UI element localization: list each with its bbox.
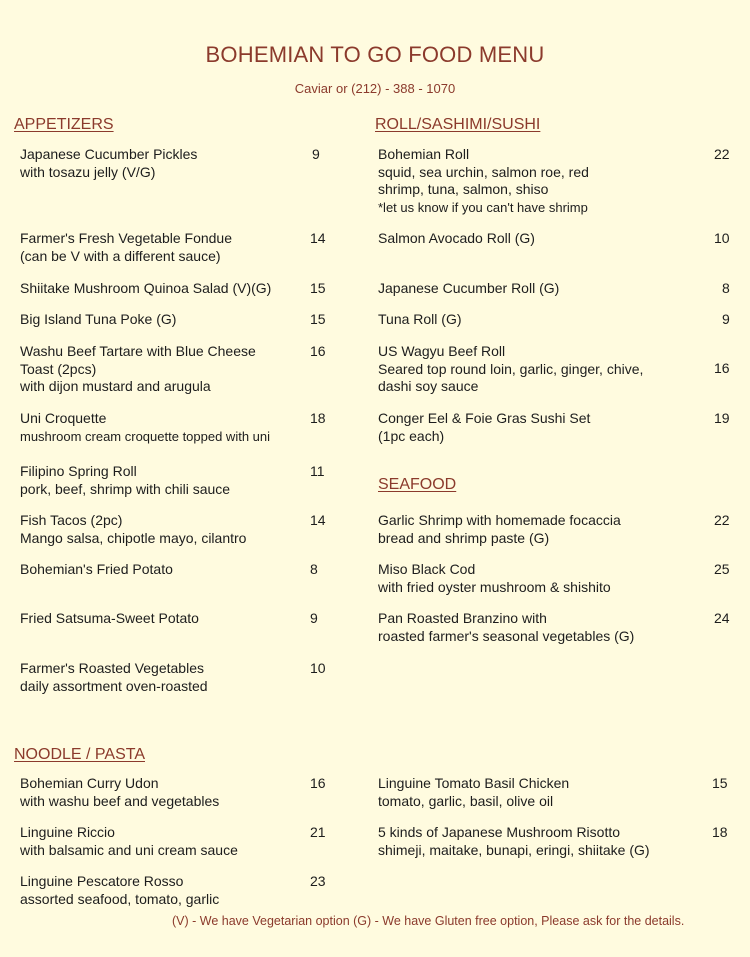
menu-item xyxy=(378,824,688,859)
item-price: 11 xyxy=(310,463,325,479)
footer-note: (V) - We have Vegetarian option (G) - We have Gluten free option, Please ask for the details. xyxy=(172,914,685,928)
item-name: US Wagyu Beef Roll xyxy=(378,343,506,359)
item-desc: with tosazu jelly (V/G) xyxy=(20,163,156,180)
item-desc: tomato, garlic, basil, olive oil xyxy=(378,792,554,809)
item-desc: Seared top round loin, garlic, ginger, chive, dashi soy sauce xyxy=(378,360,644,394)
item-desc: squid, sea urchin, salmon roe, red shrimp, tuna, salmon, shiso xyxy=(378,163,589,197)
item-name: Miso Black Cod xyxy=(378,561,476,577)
menu-item xyxy=(20,512,300,547)
item-price: 16 xyxy=(714,360,730,376)
item-name: Bohemian Roll xyxy=(378,146,470,162)
section-heading-appetizers: APPETIZERS xyxy=(14,116,114,133)
item-name: Linguine Riccio xyxy=(20,824,115,840)
item-price: 16 xyxy=(310,343,326,359)
item-price: 18 xyxy=(310,410,326,426)
item-price: 15 xyxy=(310,311,326,327)
menu-item xyxy=(20,463,300,498)
item-desc: roasted farmer's seasonal vegetables (G) xyxy=(378,627,635,644)
item-price: 15 xyxy=(310,280,326,296)
item-name-suffix: with homemade focaccia xyxy=(462,512,621,528)
item-price: 21 xyxy=(310,824,326,840)
item-name-line xyxy=(378,610,678,628)
menu-item xyxy=(20,410,305,445)
menu-item xyxy=(20,561,300,579)
item-price: 25 xyxy=(714,561,730,577)
menu-item xyxy=(20,146,300,181)
item-desc: shimeji, maitake, bunapi, eringi, shiitake (G) xyxy=(378,841,650,858)
item-name: Tuna Roll (G) xyxy=(378,311,462,327)
menu-item xyxy=(378,280,678,298)
item-name: Japanese Cucumber Roll (G) xyxy=(378,280,560,296)
item-name: Fried Satsuma-Sweet Potato xyxy=(20,610,199,626)
item-desc: with washu beef and vegetables xyxy=(20,792,220,809)
menu-item xyxy=(20,610,300,628)
contact-line: Caviar or (212) - 388 - 1070 xyxy=(294,81,456,96)
item-desc: (1pc each) xyxy=(378,427,445,444)
item-desc: Mango salsa, chipotle mayo, cilantro xyxy=(20,529,247,546)
section-heading-seafood: SEAFOOD xyxy=(378,476,457,493)
menu-item xyxy=(20,660,300,695)
menu-title: BOHEMIAN TO GO FOOD MENU xyxy=(205,42,545,67)
item-price: 9 xyxy=(312,146,320,162)
menu-item xyxy=(20,873,300,908)
item-desc: daily assortment oven-roasted xyxy=(20,677,208,694)
menu-item xyxy=(378,410,678,445)
item-price: 24 xyxy=(714,610,730,626)
item-name: Shiitake Mushroom Quinoa Salad (V)(G) xyxy=(20,280,272,296)
item-price: 9 xyxy=(310,610,318,626)
item-desc: assorted seafood, tomato, garlic xyxy=(20,890,220,907)
item-name: Filipino Spring Roll xyxy=(20,463,137,479)
item-name: Big Island Tuna Poke (G) xyxy=(20,311,177,327)
item-name: Farmer's Roasted Vegetables xyxy=(20,660,204,676)
menu-item xyxy=(20,311,300,329)
section-heading-rolls: ROLL/SASHIMI/SUSHI xyxy=(375,116,541,133)
item-price: 10 xyxy=(714,230,730,246)
menu-item xyxy=(20,824,300,859)
item-desc: mushroom cream croquette topped with uni xyxy=(20,428,271,444)
item-name: Fish Tacos (2pc) xyxy=(20,512,123,528)
section-heading-noodle: NOODLE / PASTA xyxy=(14,746,145,763)
item-desc: with fried oyster mushroom & shishito xyxy=(378,578,611,595)
item-name: Salmon Avocado Roll (G) xyxy=(378,230,535,246)
item-name: Farmer's Fresh Vegetable Fondue xyxy=(20,230,233,246)
item-name: Pan Roasted Branzino xyxy=(378,610,519,626)
menu-item xyxy=(378,311,678,329)
item-name: Bohemian Curry Udon xyxy=(20,775,159,791)
item-price: 8 xyxy=(722,280,730,296)
item-name: Uni Croquette xyxy=(20,410,107,426)
item-price: 22 xyxy=(714,146,730,162)
item-name: Bohemian's Fried Potato xyxy=(20,561,173,577)
item-price: 18 xyxy=(712,824,728,840)
item-name: 5 kinds of Japanese Mushroom Risotto xyxy=(378,824,621,840)
item-price: 15 xyxy=(712,775,728,791)
item-name-line xyxy=(378,512,678,530)
item-price: 23 xyxy=(310,873,326,889)
item-price: 14 xyxy=(310,512,326,528)
item-name: Conger Eel & Foie Gras Sushi Set xyxy=(378,410,591,426)
item-name: Washu Beef Tartare with Blue Cheese Toast (2pcs) xyxy=(20,343,256,377)
item-price: 19 xyxy=(714,410,730,426)
item-name: Linguine Pescatore Rosso xyxy=(20,873,184,889)
item-name: Linguine Tomato Basil Chicken xyxy=(378,775,570,791)
menu-item xyxy=(378,610,678,645)
item-price: 22 xyxy=(714,512,730,528)
item-price: 8 xyxy=(310,561,318,577)
item-price: 9 xyxy=(722,311,730,327)
item-name-suffix: with xyxy=(518,610,547,626)
item-name: Garlic Shrimp xyxy=(378,512,463,528)
item-price: 14 xyxy=(310,230,326,246)
item-desc: bread and shrimp paste (G) xyxy=(378,529,550,546)
menu-item xyxy=(20,343,290,396)
menu-item xyxy=(378,775,678,810)
menu-item xyxy=(378,230,678,248)
menu-item xyxy=(378,512,678,547)
item-name: Japanese Cucumber Pickles xyxy=(20,146,198,162)
menu-item xyxy=(378,561,678,596)
item-desc: (can be V with a different sauce) xyxy=(20,247,221,264)
item-desc: with dijon mustard and arugula xyxy=(20,378,211,394)
item-desc: with balsamic and uni cream sauce xyxy=(20,841,238,858)
menu-item xyxy=(20,230,300,265)
item-note: *let us know if you can't have shrimp xyxy=(378,199,588,215)
menu-item xyxy=(20,775,300,810)
item-price: 16 xyxy=(310,775,326,791)
menu-item xyxy=(378,343,668,396)
item-price: 10 xyxy=(310,660,326,676)
menu-item xyxy=(20,280,304,298)
item-desc: pork, beef, shrimp with chili sauce xyxy=(20,480,231,497)
menu-item xyxy=(378,146,633,216)
